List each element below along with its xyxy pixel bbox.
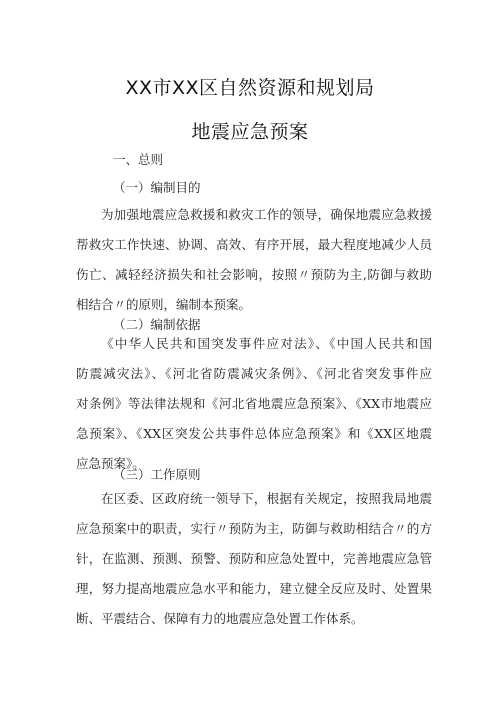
paragraph-principles xyxy=(76,484,432,634)
paragraph-line: 应急预案中的职责，实行〃预防为主，防御与救助相结合〃的方 xyxy=(76,521,432,536)
paragraph-line: 帮救灾工作快速、协调、高效、有序开展，最大程度地减少人员 xyxy=(76,237,432,252)
document-title: 地震应急预案 xyxy=(191,121,309,143)
paragraph-line: 伤亡、减轻经济损失和社会影响，按照〃预防为主,防御与救助 xyxy=(76,267,432,282)
paragraph-line: 对条例》等法律法规和《河北省地震应急预案》、《XX市地震应 xyxy=(76,396,432,411)
paragraph-basis xyxy=(76,329,432,479)
paragraph-line: 防震减灾法》、《河北省防震减灾条例》、《河北省突发事件应 xyxy=(76,366,432,381)
subsection-heading-basis: （二）编制依据 xyxy=(113,317,201,332)
paragraph-line: 急预案》、《XX区突发公共事件总体应急预案》和《XX区地震 xyxy=(76,426,432,441)
paragraph-line: 断、平震结合、保障有力的地震应急处置工作体系。 xyxy=(76,611,364,626)
subsection-heading-purpose: （一）编制目的 xyxy=(113,180,201,195)
paragraph-line: 应急预案》。 xyxy=(76,456,145,471)
paragraph-line: 《中华人民共和国突发事件应对法》、《中国人民共和国 xyxy=(101,336,432,351)
section-heading-general: 一、总则 xyxy=(113,152,164,167)
document-title-agency: XX市XX区自然资源和规划局 xyxy=(125,77,375,99)
paragraph-line: 理，努力提高地震应急水平和能力，建立健全反应及时、处置果 xyxy=(76,581,432,596)
paragraph-line: 为加强地震应急救援和救灾工作的领导，确保地震应急救援 xyxy=(101,207,432,222)
paragraph-line: 针，在监测、预测、预警、预防和应急处置中，完善地震应急管 xyxy=(76,551,432,566)
subsection-heading-principles: （三）工作原则 xyxy=(113,467,201,482)
paragraph-line: 在区委、区政府统一领导下，根据有关规定，按照我局地震 xyxy=(101,491,432,506)
paragraph-line: 相结合〃的原则，编制本预案。 xyxy=(76,297,252,312)
paragraph-purpose xyxy=(76,200,432,320)
